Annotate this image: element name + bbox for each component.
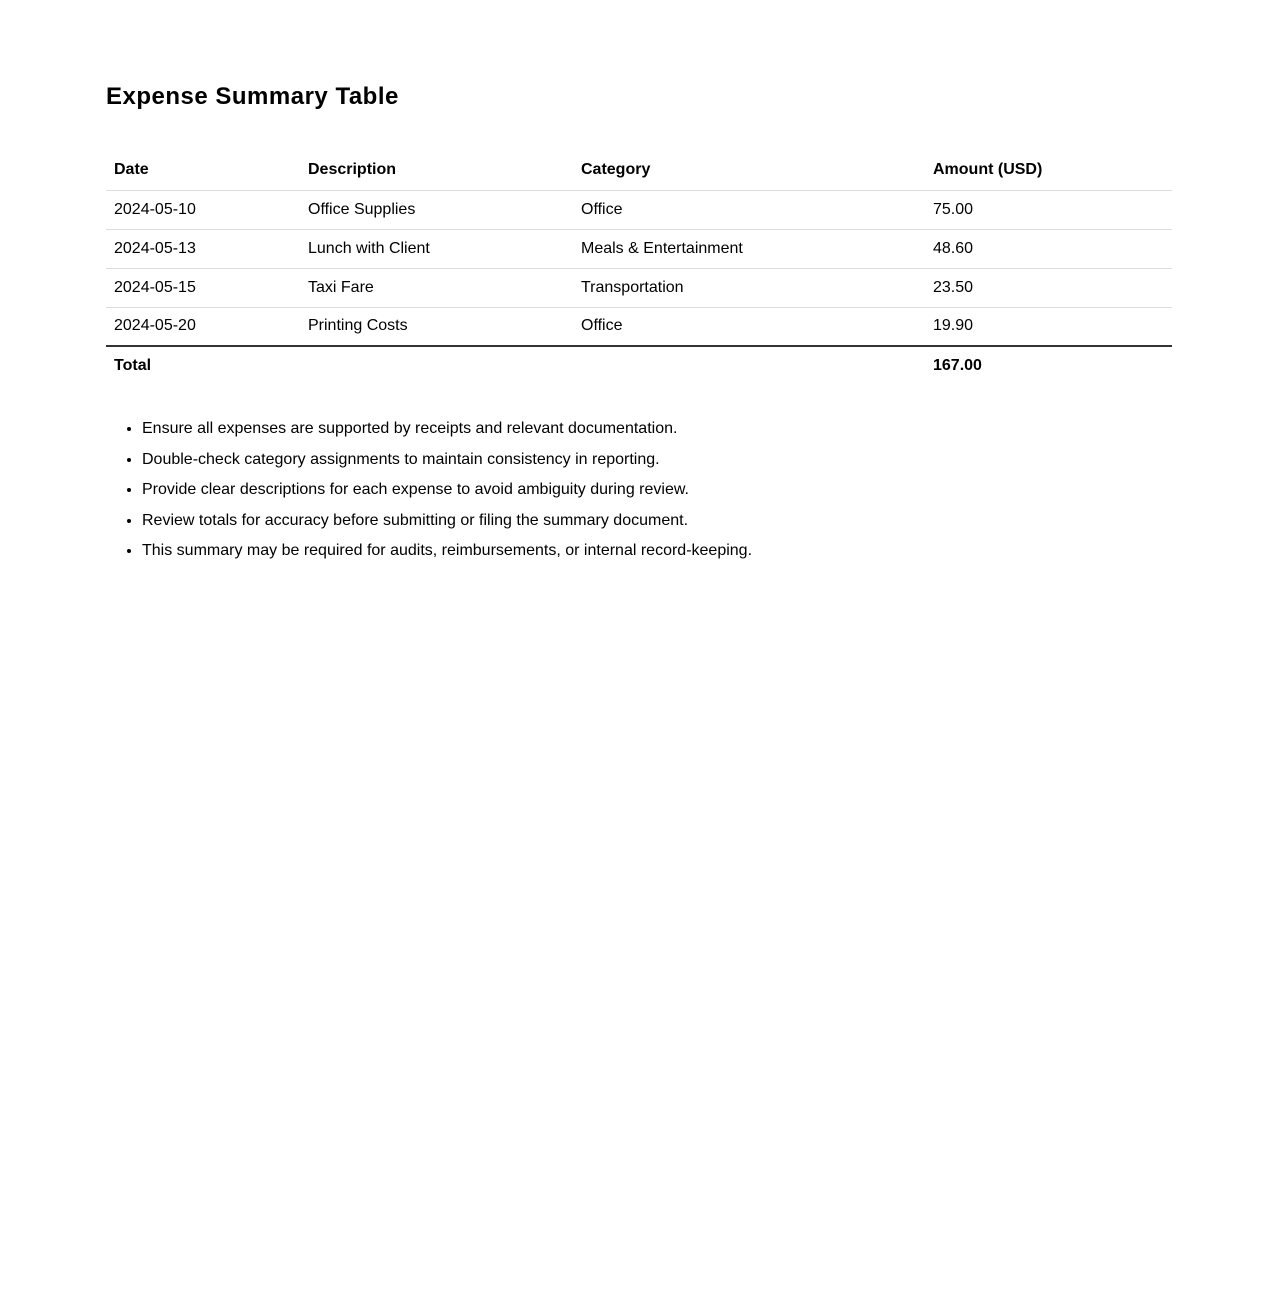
- header-date: Date: [106, 151, 300, 190]
- cell-date: 2024-05-10: [106, 190, 300, 229]
- table-row: [106, 190, 1172, 229]
- table-row: [106, 229, 1172, 268]
- header-description: Description: [300, 151, 573, 190]
- cell-amount: 23.50: [925, 268, 1172, 307]
- table-row: [106, 307, 1172, 346]
- cell-category: Meals & Entertainment: [573, 229, 925, 268]
- header-amount: Amount (USD): [925, 151, 1172, 190]
- cell-category: Office: [573, 190, 925, 229]
- list-item: • Double-check category assignments to maintain consistency in reporting.: [142, 450, 1172, 470]
- header-category: Category: [573, 151, 925, 190]
- page-title: Expense Summary Table: [106, 83, 399, 110]
- total-spacer: [300, 346, 573, 384]
- list-item: • Provide clear descriptions for each expense to avoid ambiguity during review.: [142, 480, 1172, 500]
- table-header-row: [106, 151, 1172, 190]
- cell-category: Transportation: [573, 268, 925, 307]
- cell-amount: 19.90: [925, 307, 1172, 346]
- cell-description: Printing Costs: [300, 307, 573, 346]
- cell-amount: 75.00: [925, 190, 1172, 229]
- document-page: [0, 0, 1278, 561]
- list-item: • Review totals for accuracy before submitting or filing the summary document.: [142, 511, 1172, 531]
- table-row: [106, 268, 1172, 307]
- total-spacer: [573, 346, 925, 384]
- cell-category: Office: [573, 307, 925, 346]
- list-item: • Ensure all expenses are supported by receipts and relevant documentation.: [142, 419, 1172, 439]
- total-label: Total: [114, 356, 152, 374]
- cell-description: Taxi Fare: [300, 268, 573, 307]
- total-amount: 167.00: [933, 356, 982, 374]
- cell-amount: 48.60: [925, 229, 1172, 268]
- cell-date: 2024-05-13: [106, 229, 300, 268]
- expense-table: [106, 151, 1172, 384]
- cell-date: 2024-05-15: [106, 268, 300, 307]
- cell-description: Lunch with Client: [300, 229, 573, 268]
- cell-description: Office Supplies: [300, 190, 573, 229]
- notes-list: [106, 419, 1172, 561]
- list-item: • This summary may be required for audits, reimbursements, or internal record-keeping.: [142, 541, 1172, 561]
- total-row: [106, 346, 1172, 384]
- cell-date: 2024-05-20: [106, 307, 300, 346]
